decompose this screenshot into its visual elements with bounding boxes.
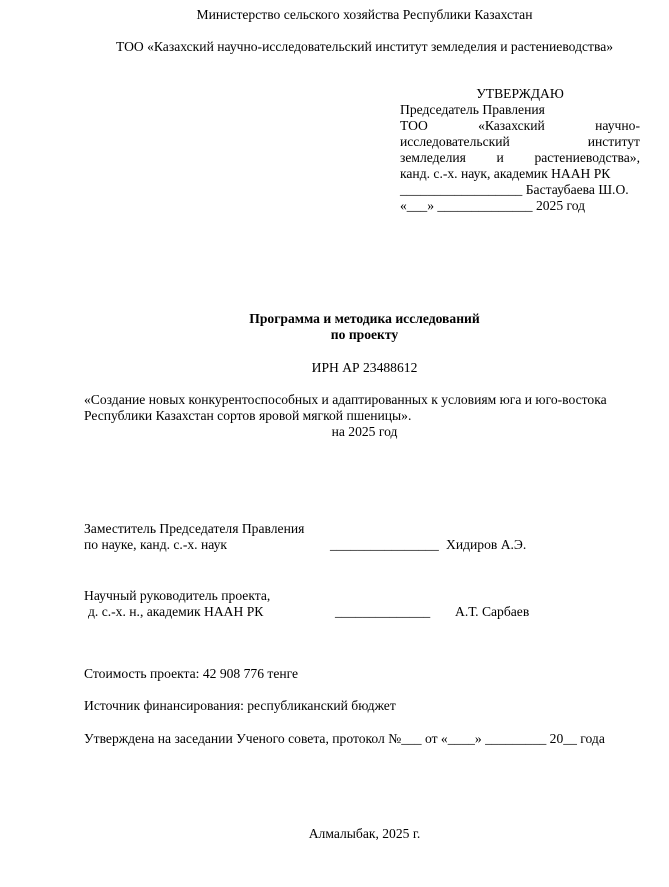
approval-degree-line: канд. с.-х. наук, академик НААН РК: [400, 166, 611, 181]
approval-chairman-line: Председатель Правления: [400, 102, 545, 117]
project-title-line-2: Республики Казахстан сортов яровой мягкой пшеницы».: [84, 408, 412, 423]
approval-date-line: «___» ______________ 2025 год: [400, 198, 586, 213]
project-period: на 2025 год: [331, 424, 398, 439]
document-title-line-1: Программа и методика исследований: [249, 311, 480, 326]
organization-line: ТОО «Казахский научно-исследовательский институт земледелия и растениеводства»: [115, 39, 614, 54]
signature1-role-line-2: по науке, канд. с.-х. наук: [84, 537, 227, 552]
signature2-name: А.Т. Сарбаев: [455, 604, 530, 619]
council-approval-line: Утверждена на заседании Ученого совета, протокол №___ от «____» _________ 20__ года: [84, 731, 605, 746]
funding-source-line: Источник финансирования: республиканский бюджет: [84, 698, 396, 713]
signature2-role-line-2: д. с.-х. н., академик НААН РК: [88, 604, 264, 619]
signature2-role-line-1: Научный руководитель проекта,: [84, 588, 271, 603]
irn-number: ИРН АР 23488612: [311, 360, 418, 375]
approval-block: [400, 86, 640, 214]
signature1-role-line-1: Заместитель Председателя Правления: [84, 521, 305, 536]
ministry-line: Министерство сельского хозяйства Республики Казахстан: [196, 7, 533, 22]
project-title-line-1: «Создание новых конкурентоспособных и адаптированных к условиям юга и юго-востока: [84, 392, 607, 407]
approval-org-line-1: ТОО «Казахский научно-: [400, 118, 640, 133]
project-cost-line: Стоимость проекта: 42 908 776 тенге: [84, 666, 299, 681]
signature1-underscore-line: ________________: [330, 537, 439, 552]
signature2-underscore-line: ______________: [335, 604, 431, 619]
approval-org-line-2: исследовательский институт: [400, 134, 640, 149]
place-year-line: Алмалыбак, 2025 г.: [308, 826, 421, 841]
approval-org-line-3: земледелия и растениеводства»,: [400, 150, 640, 165]
document-title-line-2: по проекту: [330, 327, 399, 342]
approval-signature-line: __________________ Бастаубаева Ш.О.: [400, 182, 629, 197]
signature1-name: Хидиров А.Э.: [446, 537, 527, 552]
approval-title: УТВЕРЖДАЮ: [476, 86, 564, 101]
